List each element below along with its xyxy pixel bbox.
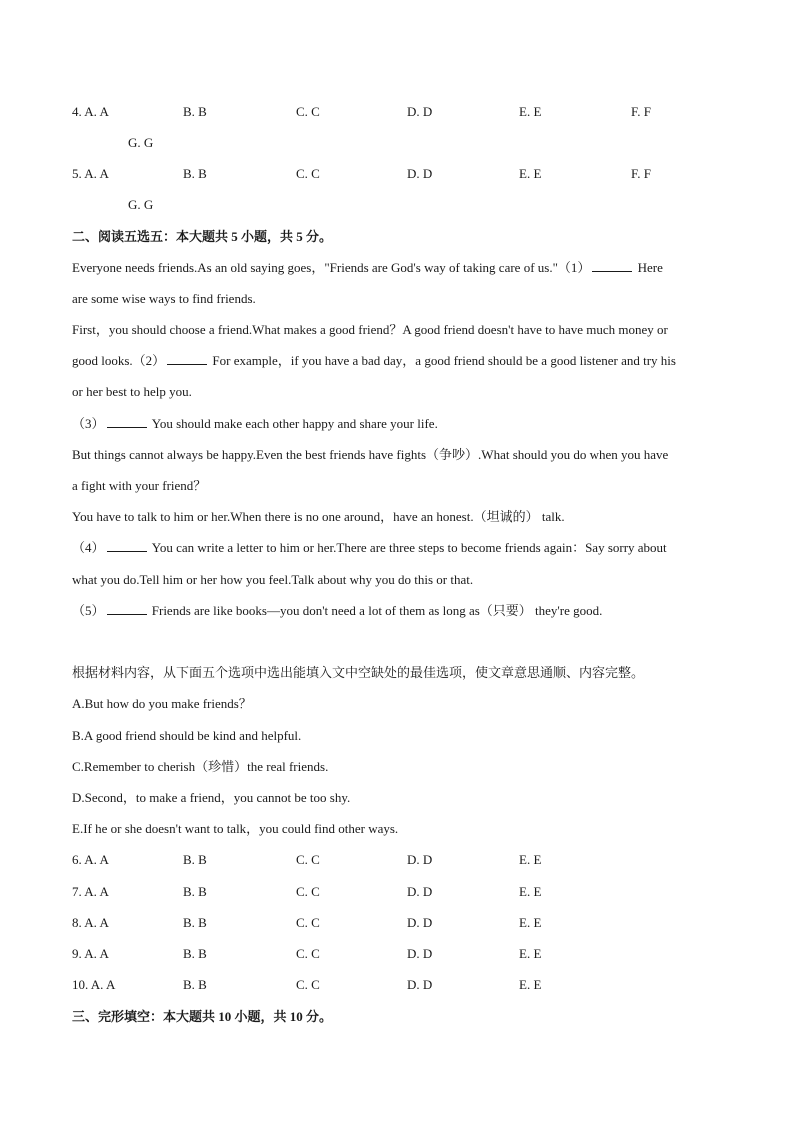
q5-option-a: 5. A. A bbox=[72, 166, 109, 181]
q6-option-a: 6. A. A bbox=[72, 852, 109, 867]
q4-option-a: 4. A. A bbox=[72, 104, 109, 119]
q8-option-b: B. B bbox=[183, 915, 207, 930]
q10-option-b: B. B bbox=[183, 977, 207, 992]
question-5-options-cont bbox=[72, 196, 732, 214]
question-10-options bbox=[72, 976, 732, 994]
blank-3 bbox=[107, 415, 147, 428]
passage-line-1: Everyone needs friends.As an old saying goes，"Friends are God's way of taking care of us."（1） Here bbox=[72, 260, 663, 275]
passage-line-5: or her best to help you. bbox=[72, 384, 192, 399]
choice-c: C.Remember to cherish（珍惜）the real friends. bbox=[72, 759, 329, 774]
q8-option-e: E. E bbox=[519, 915, 542, 930]
blank-2 bbox=[167, 352, 207, 365]
q4-option-g: G. G bbox=[128, 135, 154, 150]
question-5-options bbox=[72, 165, 732, 183]
choice-b: B.A good friend should be kind and helpful. bbox=[72, 728, 302, 743]
section-2-heading: 二、阅读五选五：本大题共 5 小题，共 5 分。 bbox=[72, 229, 333, 244]
blank-1 bbox=[592, 259, 632, 272]
section-3-heading: 三、完形填空：本大题共 10 小题，共 10 分。 bbox=[72, 1009, 333, 1024]
q5-option-e: E. E bbox=[519, 166, 542, 181]
blank-4 bbox=[107, 539, 147, 552]
question-9-options bbox=[72, 945, 732, 963]
question-4-options-cont bbox=[72, 134, 732, 152]
passage-line-6: （3） You should make each other happy and share your life. bbox=[72, 416, 438, 431]
passage-line-9: You have to talk to him or her.When there is no one around，have an honest.（坦诚的） talk. bbox=[72, 509, 565, 524]
q6-option-b: B. B bbox=[183, 852, 207, 867]
passage-line-8: a fight with your friend？ bbox=[72, 478, 207, 493]
passage-line-10: （4） You can write a letter to him or her.There are three steps to become friends again：Say sorry about bbox=[72, 540, 667, 555]
q10-option-c: C. C bbox=[296, 977, 320, 992]
q7-option-e: E. E bbox=[519, 884, 542, 899]
q10-option-d: D. D bbox=[407, 977, 433, 992]
q9-option-c: C. C bbox=[296, 946, 320, 961]
passage-line-11: what you do.Tell him or her how you feel.Talk about why you do this or that. bbox=[72, 572, 474, 587]
passage-line-4: good looks.（2） For example，if you have a bad day，a good friend should be a good listener and try his bbox=[72, 353, 676, 368]
q9-option-d: D. D bbox=[407, 946, 433, 961]
blank-5 bbox=[107, 602, 147, 615]
q5-option-d: D. D bbox=[407, 166, 433, 181]
q7-option-b: B. B bbox=[183, 884, 207, 899]
choice-e: E.If he or she doesn't want to talk，you could find other ways. bbox=[72, 821, 399, 836]
q6-option-e: E. E bbox=[519, 852, 542, 867]
q4-option-b: B. B bbox=[183, 104, 207, 119]
q4-option-f: F. F bbox=[631, 104, 651, 119]
q5-option-b: B. B bbox=[183, 166, 207, 181]
question-8-options bbox=[72, 914, 732, 932]
instruction-text: 根据材料内容，从下面五个选项中选出能填入文中空缺处的最佳选项，使文章意思通顺、内容完整。 bbox=[72, 665, 645, 680]
q5-option-f: F. F bbox=[631, 166, 651, 181]
passage-line-2: are some wise ways to find friends. bbox=[72, 291, 256, 306]
q8-option-c: C. C bbox=[296, 915, 320, 930]
q6-option-c: C. C bbox=[296, 852, 320, 867]
question-4-options bbox=[72, 103, 732, 121]
q4-option-c: C. C bbox=[296, 104, 320, 119]
q7-option-c: C. C bbox=[296, 884, 320, 899]
q7-option-a: 7. A. A bbox=[72, 884, 109, 899]
q5-option-g: G. G bbox=[128, 197, 154, 212]
q9-option-a: 9. A. A bbox=[72, 946, 109, 961]
q5-option-c: C. C bbox=[296, 166, 320, 181]
q8-option-a: 8. A. A bbox=[72, 915, 109, 930]
q7-option-d: D. D bbox=[407, 884, 433, 899]
q9-option-e: E. E bbox=[519, 946, 542, 961]
q4-option-d: D. D bbox=[407, 104, 433, 119]
passage-line-12: （5） Friends are like books—you don't need a lot of them as long as（只要） they're good. bbox=[72, 603, 603, 618]
question-7-options bbox=[72, 883, 732, 901]
q10-option-a: 10. A. A bbox=[72, 977, 116, 992]
q4-option-e: E. E bbox=[519, 104, 542, 119]
choice-d: D.Second，to make a friend，you cannot be too shy. bbox=[72, 790, 351, 805]
question-6-options bbox=[72, 851, 732, 869]
passage-line-7: But things cannot always be happy.Even the best friends have fights（争吵）.What should you do when you have bbox=[72, 447, 669, 462]
q8-option-d: D. D bbox=[407, 915, 433, 930]
q10-option-e: E. E bbox=[519, 977, 542, 992]
choice-a: A.But how do you make friends？ bbox=[72, 696, 252, 711]
q6-option-d: D. D bbox=[407, 852, 433, 867]
passage-line-3: First，you should choose a friend.What makes a good friend？A good friend doesn't have to have much money or bbox=[72, 322, 668, 337]
q9-option-b: B. B bbox=[183, 946, 207, 961]
